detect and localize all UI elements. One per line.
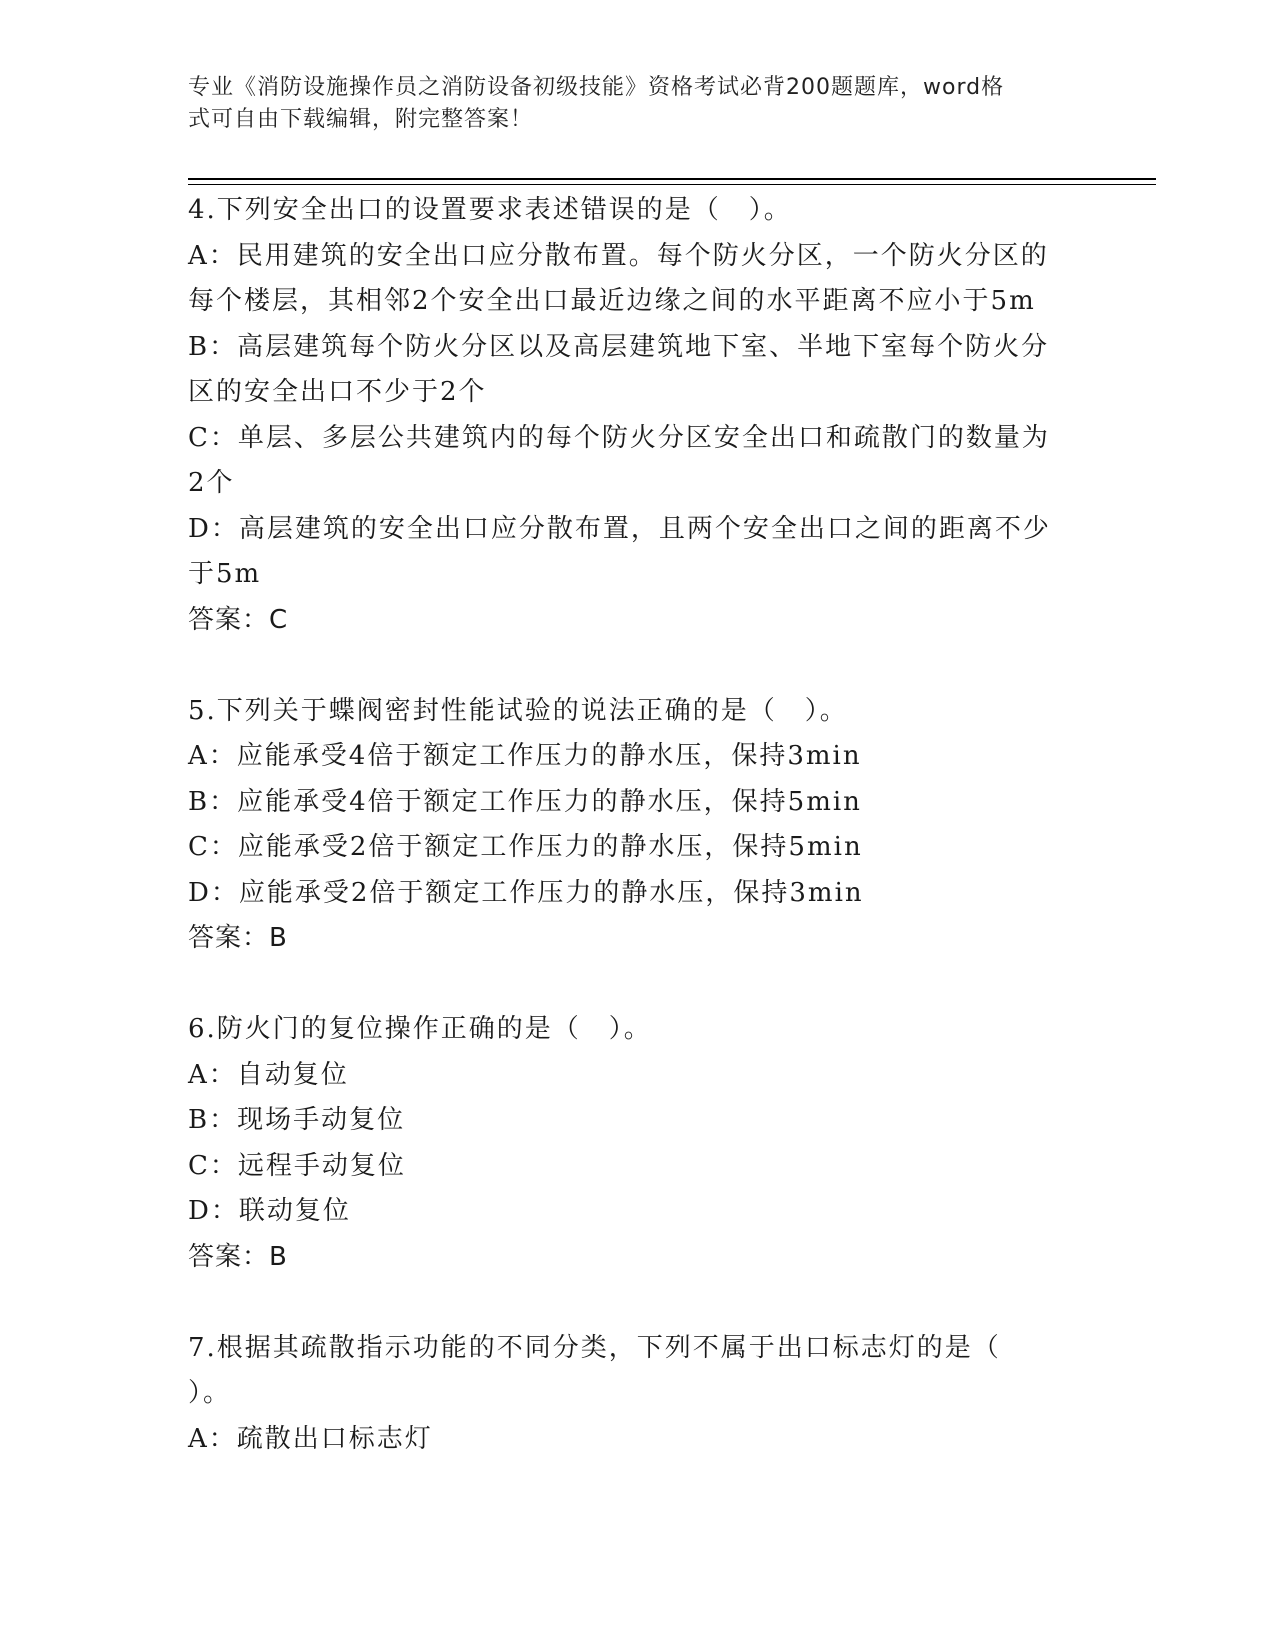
option-a <box>188 234 1078 325</box>
option-line: 每个楼层，其相邻2个安全出口最近边缘之间的水平距离不应小于5m <box>188 286 1036 316</box>
question-stem: 6.防火门的复位操作正确的是（ ）。 <box>188 1014 652 1044</box>
question-stem: 5.下列关于蝶阀密封性能试验的说法正确的是（ ）。 <box>188 695 848 726</box>
answer-text: 答案：C <box>188 604 289 635</box>
option-b <box>188 325 1078 416</box>
option-c: C：远程手动复位 <box>188 1150 406 1181</box>
option-line: C：单层、多层公共建筑内的每个防火分区安全出口和疏散门的数量为 <box>188 422 1050 453</box>
option-line: D：高层建筑的安全出口应分散布置，且两个安全出口之间的距离不少 <box>188 513 1051 544</box>
header-rule-thick <box>188 178 1156 180</box>
document-header <box>188 72 1068 136</box>
answer-text: 答案：B <box>188 1241 288 1272</box>
option-b: B：现场手动复位 <box>188 1105 406 1135</box>
question-stem-continued: ）。 <box>188 1378 232 1408</box>
question-4 <box>188 188 1078 643</box>
option-a: A：应能承受4倍于额定工作压力的静水压，保持3min <box>188 741 862 771</box>
question-5 <box>188 689 1078 962</box>
question-6 <box>188 1007 1078 1280</box>
question-stem: 7.根据其疏散指示功能的不同分类，下列不属于出口标志灯的是（ <box>188 1332 1001 1363</box>
header-line-1: 专业《消防设施操作员之消防设备初级技能》资格考试必背200题题库，word格 <box>188 75 1005 100</box>
option-b: B：应能承受4倍于额定工作压力的静水压，保持5min <box>188 786 862 817</box>
option-line: A：民用建筑的安全出口应分散布置。每个防火分区，一个防火分区的 <box>188 240 1049 271</box>
option-d: D：联动复位 <box>188 1196 351 1226</box>
option-a: A：自动复位 <box>188 1059 349 1090</box>
option-a: A：疏散出口标志灯 <box>188 1423 433 1454</box>
header-rule-thin <box>188 184 1156 185</box>
option-d <box>188 507 1078 598</box>
question-stem: 4.下列安全出口的设置要求表述错误的是（ ）。 <box>188 195 792 225</box>
option-c: C：应能承受2倍于额定工作压力的静水压，保持5min <box>188 832 863 862</box>
option-line: B：高层建筑每个防火分区以及高层建筑地下室、半地下室每个防火分 <box>188 331 1050 362</box>
option-line: 于5m <box>188 559 262 589</box>
answer-text: 答案：B <box>188 923 288 953</box>
header-line-2: 式可自由下载编辑，附完整答案！ <box>188 107 534 132</box>
option-c <box>188 416 1078 507</box>
question-list <box>188 188 1078 1508</box>
option-line: 区的安全出口不少于2个 <box>188 377 487 407</box>
option-line: 2个 <box>188 468 235 498</box>
option-d: D：应能承受2倍于额定工作压力的静水压，保持3min <box>188 877 864 908</box>
question-7 <box>188 1326 1078 1463</box>
